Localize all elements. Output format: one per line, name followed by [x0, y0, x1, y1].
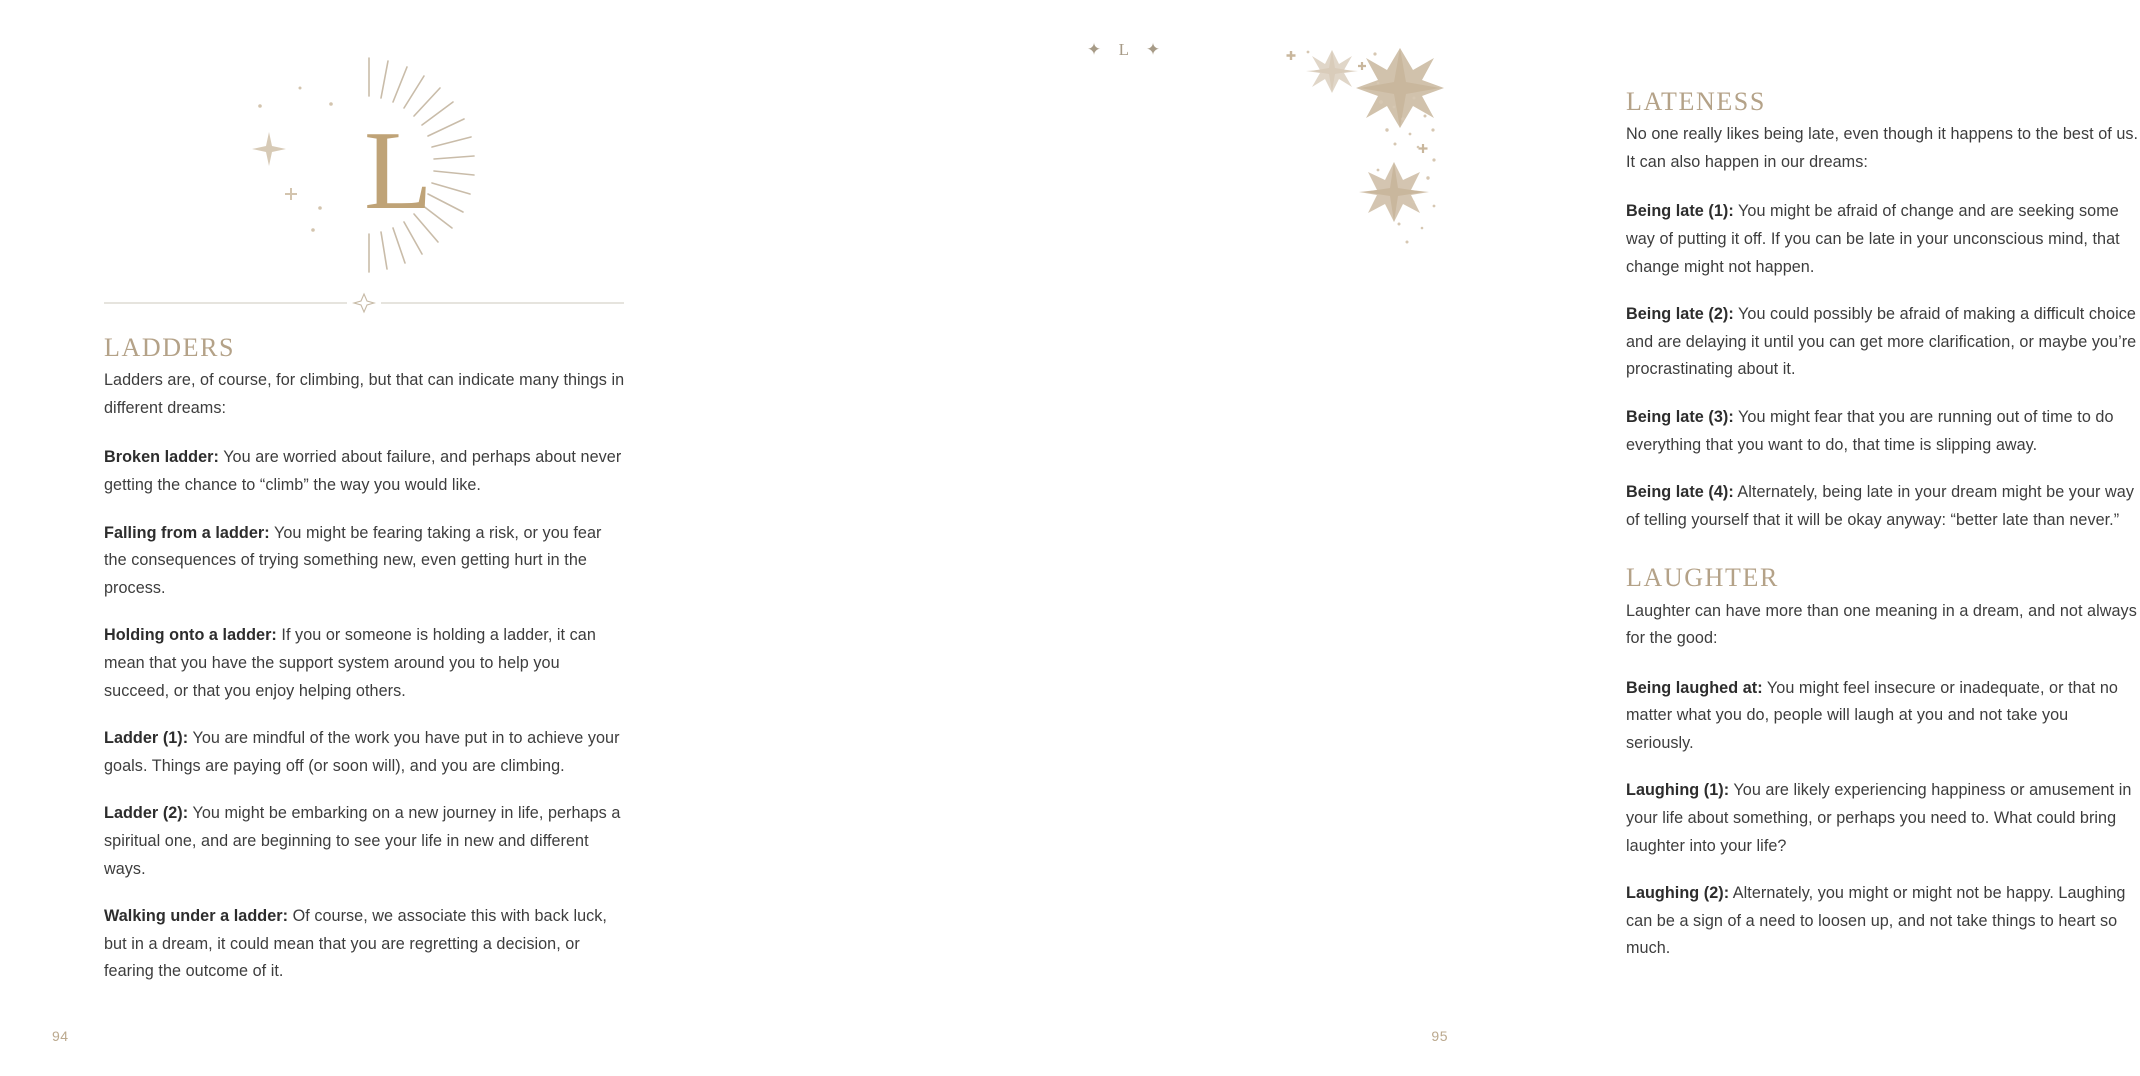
chapter-emblem — [104, 48, 624, 280]
entry-term: Being late (1): — [1626, 202, 1734, 221]
section-heading-ladders: LADDERS — [104, 333, 236, 362]
entry-term: Walking under a ladder: — [104, 907, 289, 926]
entry-text: Alternately, being late in your dream might be your way of telling yourself that it will be okay anyway: “better late than never.” — [1626, 483, 2134, 529]
entry-text: You might be afraid of change and are seeking some way of putting it off. If you can be late in your unconscious mind, that change might not happen. — [1626, 202, 2120, 276]
section-heading-lateness: LATENESS — [1626, 87, 1766, 116]
entry-text: You are mindful of the work you have put in to achieve your goals. Things are paying off (or soon will), and you are climbing. — [104, 729, 620, 775]
right-column — [1626, 86, 2140, 963]
entry-paragraph — [104, 520, 626, 603]
crescent-moon-shape — [294, 92, 367, 238]
right-page — [750, 0, 2139, 1076]
section-lead-paragraph: No one really likes being late, even though it happens to the best of us. It can also happen in our dreams: — [1626, 125, 2139, 171]
entry-term: Ladder (2): — [104, 804, 189, 823]
entry-text: You are worried about failure, and perhaps about never getting the chance to “climb” the way you would like. — [104, 448, 622, 494]
entry-text: You might be fearing taking a risk, or you fear the consequences of trying something new, even getting hurt in the process. — [104, 523, 602, 597]
entry-paragraph — [104, 444, 626, 499]
entry-paragraph — [104, 622, 626, 705]
entry-paragraph — [1626, 777, 2140, 860]
entry-term: Being laughed at: — [1626, 678, 1763, 697]
ornamental-divider — [104, 292, 624, 314]
entry-text: Of course, we associate this with back luck, but in a dream, it could mean that you are regretting a decision, or fearing the outcome of it. — [104, 907, 607, 981]
crescent-moon-sunburst-emblem — [234, 48, 494, 280]
left-column — [104, 332, 626, 986]
emblem-letter: L — [364, 109, 433, 233]
entry-term: Broken ladder: — [104, 448, 219, 467]
entry-text: You might be embarking on a new journey in life, perhaps a spiritual one, and are beginning to see your life in new and different ways. — [104, 804, 621, 878]
entry-paragraph — [1626, 675, 2140, 758]
entry-paragraph — [1626, 301, 2140, 384]
entry-paragraph — [1626, 880, 2140, 963]
section-heading-laughter: LAUGHTER — [1626, 563, 1779, 593]
entry-term: Being late (3): — [1626, 407, 1734, 426]
left-page — [0, 0, 750, 1076]
entry-term: Falling from a ladder: — [104, 523, 270, 542]
divider-star-icon — [354, 294, 374, 312]
entry-paragraph — [1626, 198, 2140, 281]
entry-text: You could possibly be afraid of making a difficult choice and are delaying it until you can get more clarification, or maybe you’re procrastinating about it. — [1626, 305, 2137, 379]
entry-paragraph — [104, 725, 626, 780]
entry-term: Laughing (1): — [1626, 781, 1730, 800]
page-number-right: 95 — [1431, 1028, 1448, 1044]
section-lead-paragraph: Ladders are, of course, for climbing, but that can indicate many things in different dreams: — [104, 371, 625, 417]
section-lead-paragraph: Laughter can have more than one meaning in a dream, and not always for the good: — [1626, 601, 2137, 648]
entry-term: Being late (4): — [1626, 483, 1734, 502]
entry-paragraph — [104, 800, 626, 883]
running-header: ✦ L ✦ — [1086, 40, 1164, 59]
entry-paragraph — [1626, 479, 2140, 534]
page-number-left: 94 — [52, 1028, 69, 1044]
sparkle-group — [252, 87, 333, 232]
entry-term: Laughing (2): — [1626, 884, 1730, 903]
entry-text: You might feel insecure or inadequate, or that no matter what you do, people will laugh at you and not take you seriously. — [1626, 678, 2118, 752]
entry-text: If you or someone is holding a ladder, it can mean that you have the support system around you to help you succeed, or that you enjoy helping others. — [104, 626, 596, 700]
entry-term: Holding onto a ladder: — [104, 626, 277, 645]
entry-paragraph — [1626, 404, 2140, 459]
entry-text: You are likely experiencing happiness or amusement in your life about something, or perhaps you need to. What could bring laughter into your life? — [1626, 781, 2132, 855]
entry-text: You might fear that you are running out of time to do everything that you want to do, that time is slipping away. — [1626, 407, 2114, 454]
entry-term: Ladder (1): — [104, 729, 189, 748]
entry-paragraph — [104, 903, 626, 986]
entry-text: Alternately, you might or might not be happy. Laughing can be a sign of a need to loosen up, and not take things to heart so much. — [1626, 884, 2126, 958]
entry-term: Being late (2): — [1626, 305, 1734, 324]
